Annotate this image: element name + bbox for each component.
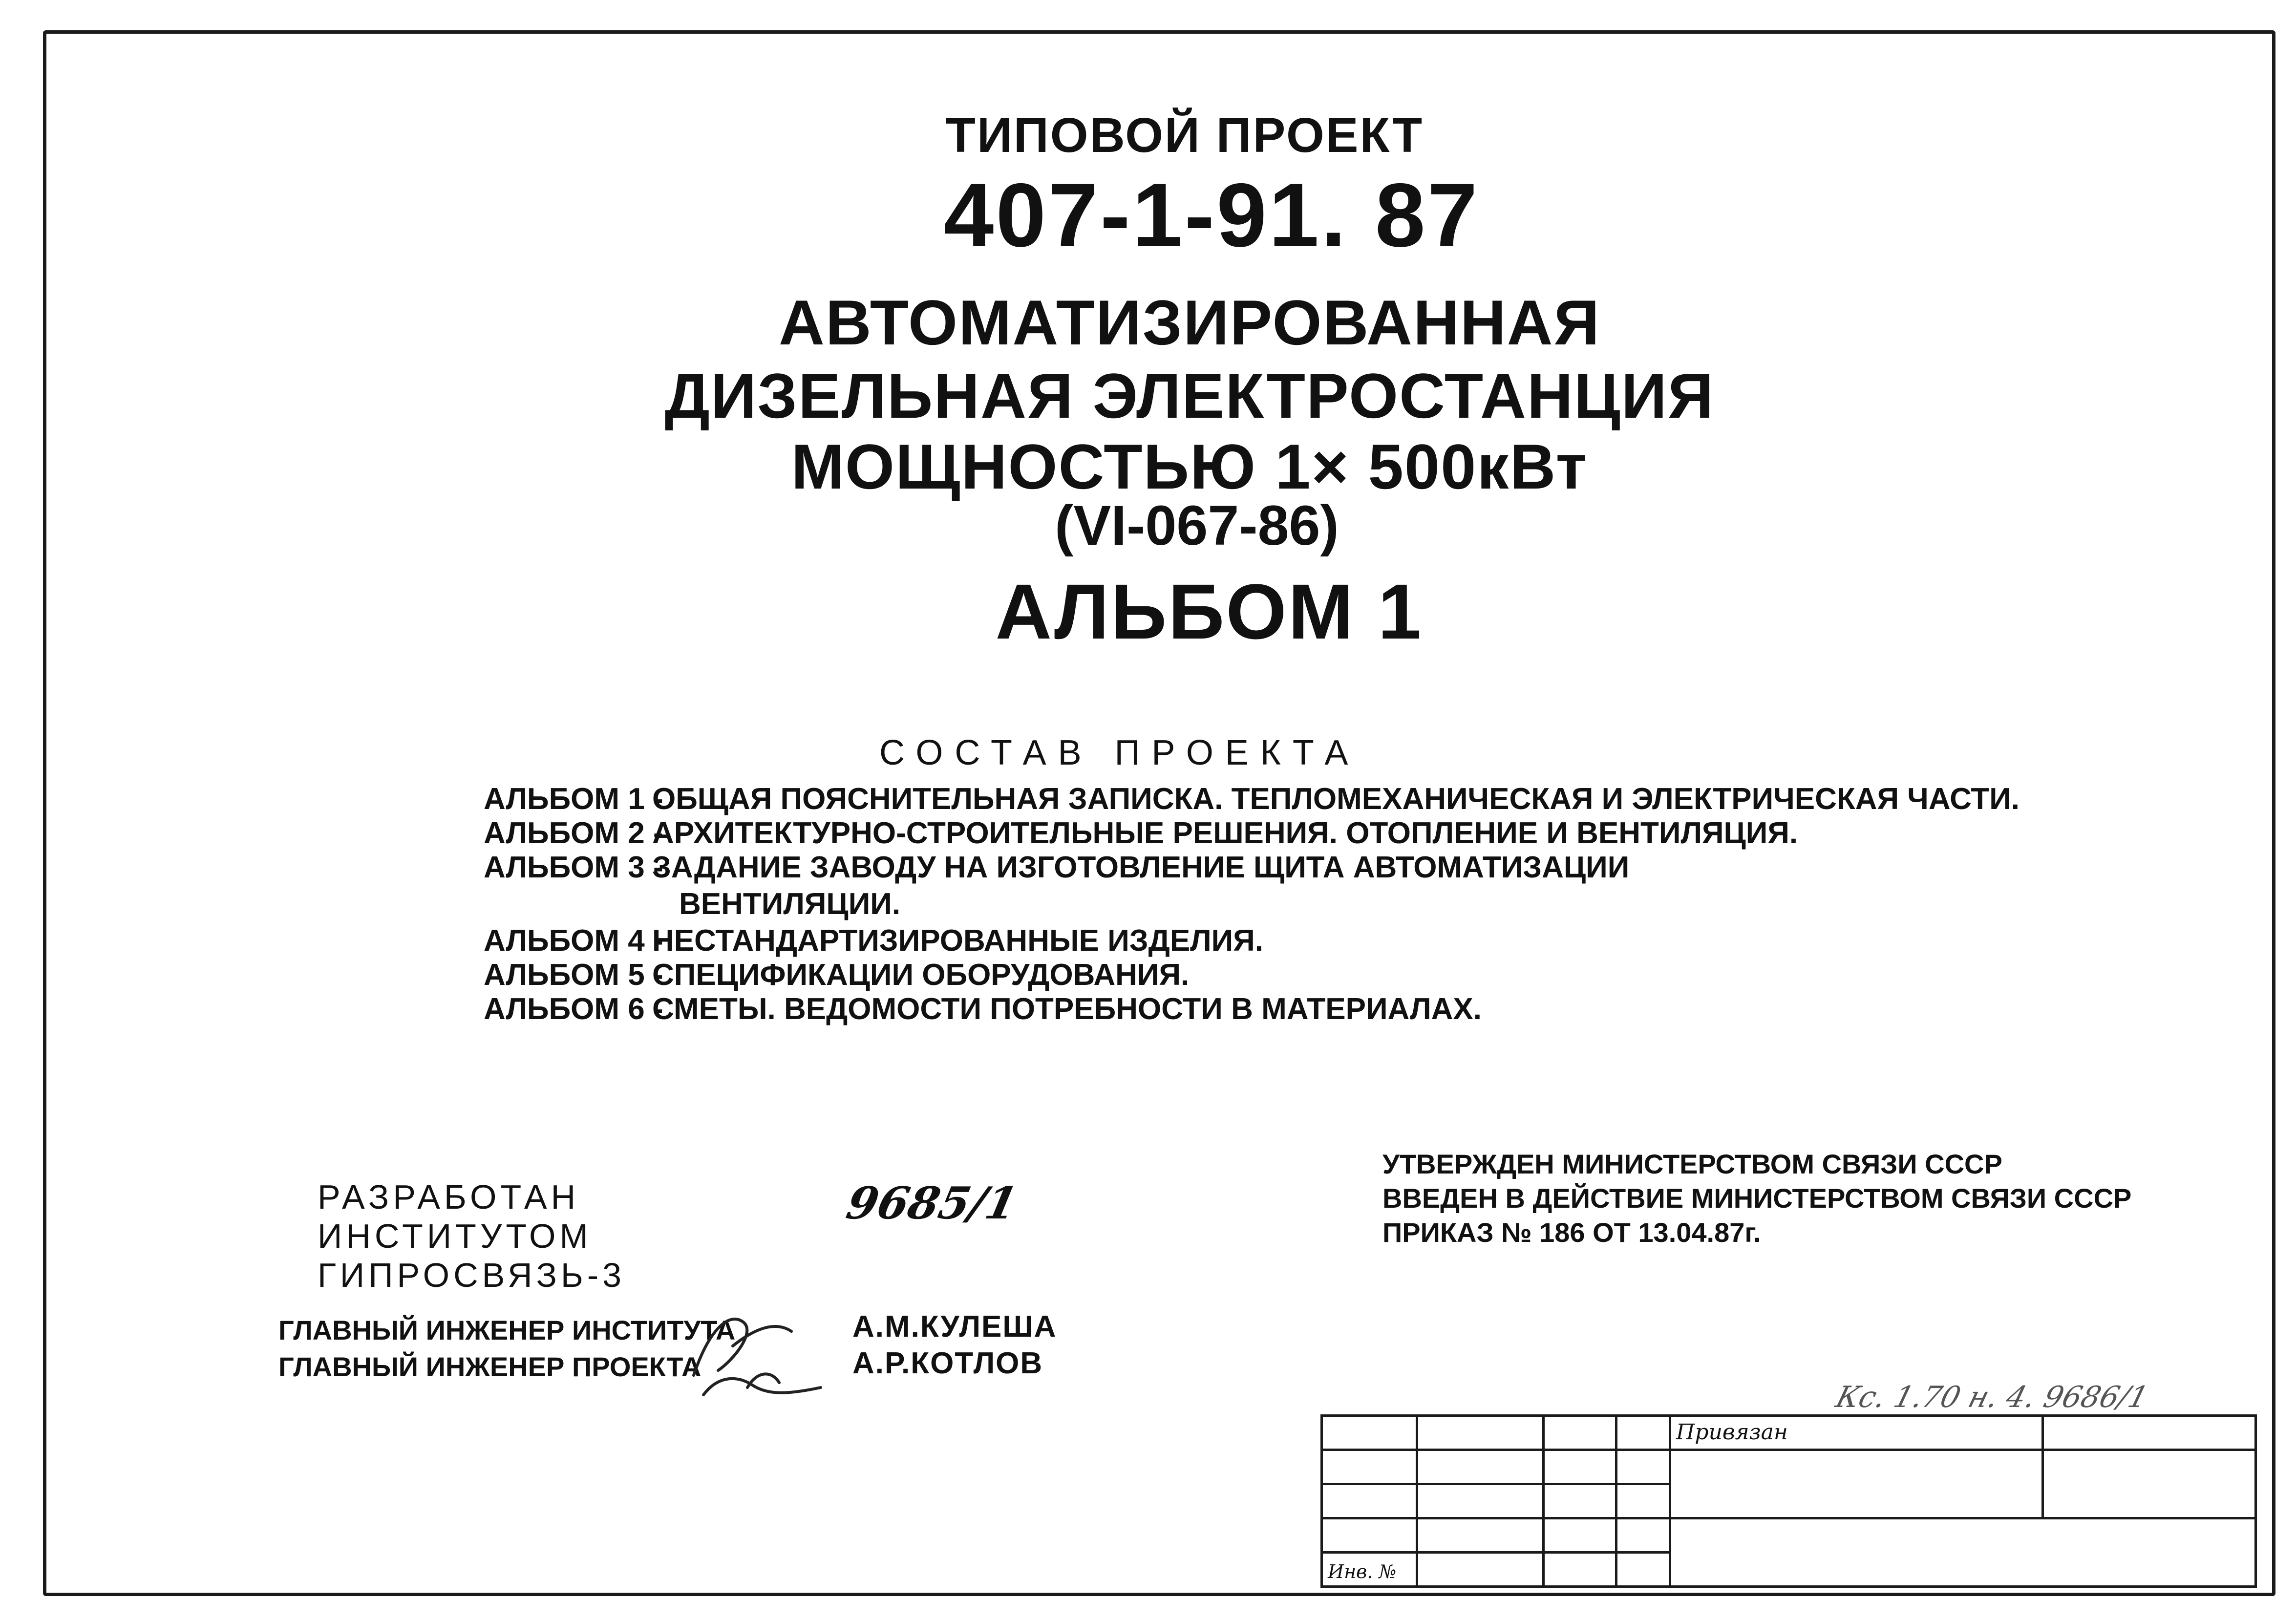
developer-line-2: ИНСТИТУТОМ bbox=[318, 1217, 592, 1255]
album-description: СПЕЦИФИКАЦИИ ОБОРУДОВАНИЯ. bbox=[652, 958, 1190, 992]
title-line-2: ДИЗЕЛЬНАЯ ЭЛЕКТРОСТАНЦИЯ bbox=[664, 360, 1715, 431]
linked-label: Привязан bbox=[1670, 1416, 2043, 1450]
signatory-role: ГЛАВНЫЙ ИНЖЕНЕР ИНСТИТУТА bbox=[278, 1315, 736, 1345]
handwritten-note: Кс. 1.70 н. 4. 9686/1 bbox=[1832, 1380, 2152, 1414]
title-line-3: МОЩНОСТЬЮ 1× 500кВт bbox=[791, 431, 1588, 502]
album-label: АЛЬБОМ 1 - bbox=[484, 782, 663, 816]
approval-line-2: ВВЕДЕН В ДЕЙСТВИЕ МИНИСТЕРСТВОМ СВЯЗИ СССР bbox=[1382, 1183, 2132, 1214]
album-description: СМЕТЫ. ВЕДОМОСТИ ПОТРЕБНОСТИ В МАТЕРИАЛАХ. bbox=[652, 992, 1482, 1026]
album-label: АЛЬБОМ 4 - bbox=[484, 924, 663, 958]
composition-item bbox=[484, 923, 1263, 958]
title-line-1: АВТОМАТИЗИРОВАННАЯ bbox=[778, 287, 1600, 358]
composition-item bbox=[484, 992, 1482, 1026]
title-block bbox=[1320, 1414, 2257, 1588]
album-label: АЛЬБОМ 2 - bbox=[484, 816, 663, 850]
inventory-label: Инв. № bbox=[1322, 1553, 1417, 1587]
developer-line-3: ГИПРОСВЯЗЬ-3 bbox=[318, 1256, 626, 1294]
stamp-number: 9685/1 bbox=[842, 1177, 1022, 1229]
album-description: ЗАДАНИЕ ЗАВОДУ НА ИЗГОТОВЛЕНИЕ ЩИТА АВТОМАТИЗАЦИИ bbox=[652, 851, 1630, 884]
album-description: НЕСТАНДАРТИЗИРОВАННЫЕ ИЗДЕЛИЯ. bbox=[652, 924, 1264, 958]
album-label: АЛЬБОМ 6 - bbox=[484, 992, 663, 1026]
handwritten-signature bbox=[674, 1302, 840, 1405]
album-title: АЛЬБОМ 1 bbox=[995, 568, 1423, 655]
composition-item bbox=[484, 782, 2020, 816]
composition-item bbox=[484, 850, 1629, 885]
composition-item bbox=[484, 816, 1798, 851]
album-description: ОБЩАЯ ПОЯСНИТЕЛЬНАЯ ЗАПИСКА. ТЕПЛОМЕХАНИЧЕСКАЯ И ЭЛЕКТРИЧЕСКАЯ ЧАСТИ. bbox=[652, 782, 2020, 816]
composition-item bbox=[484, 958, 1189, 992]
developer-line-1: РАЗРАБОТАН bbox=[318, 1178, 580, 1216]
approval-line-3: ПРИКАЗ № 186 ОТ 13.04.87г. bbox=[1382, 1217, 1761, 1248]
composition-heading: СОСТАВ ПРОЕКТА bbox=[879, 733, 1360, 772]
signatory-role: ГЛАВНЫЙ ИНЖЕНЕР ПРОЕКТА bbox=[278, 1351, 702, 1382]
project-type: ТИПОВОЙ ПРОЕКТ bbox=[945, 108, 1424, 163]
project-number: 407-1-91. 87 bbox=[943, 165, 1480, 266]
album-label: АЛЬБОМ 3 - bbox=[484, 851, 663, 884]
signatory-name: А.М.КУЛЕША bbox=[852, 1310, 1057, 1344]
title-code: (VI-067-86) bbox=[1055, 494, 1339, 557]
album-description: АРХИТЕКТУРНО-СТРОИТЕЛЬНЫЕ РЕШЕНИЯ. ОТОПЛЕНИЕ И ВЕНТИЛЯЦИЯ. bbox=[652, 816, 1798, 850]
album-description-continuation: ВЕНТИЛЯЦИИ. bbox=[679, 887, 901, 921]
album-label: АЛЬБОМ 5 - bbox=[484, 958, 663, 992]
signatory-name: А.Р.КОТЛОВ bbox=[852, 1346, 1043, 1380]
approval-line-1: УТВЕРЖДЕН МИНИСТЕРСТВОМ СВЯЗИ СССР bbox=[1382, 1149, 2002, 1179]
